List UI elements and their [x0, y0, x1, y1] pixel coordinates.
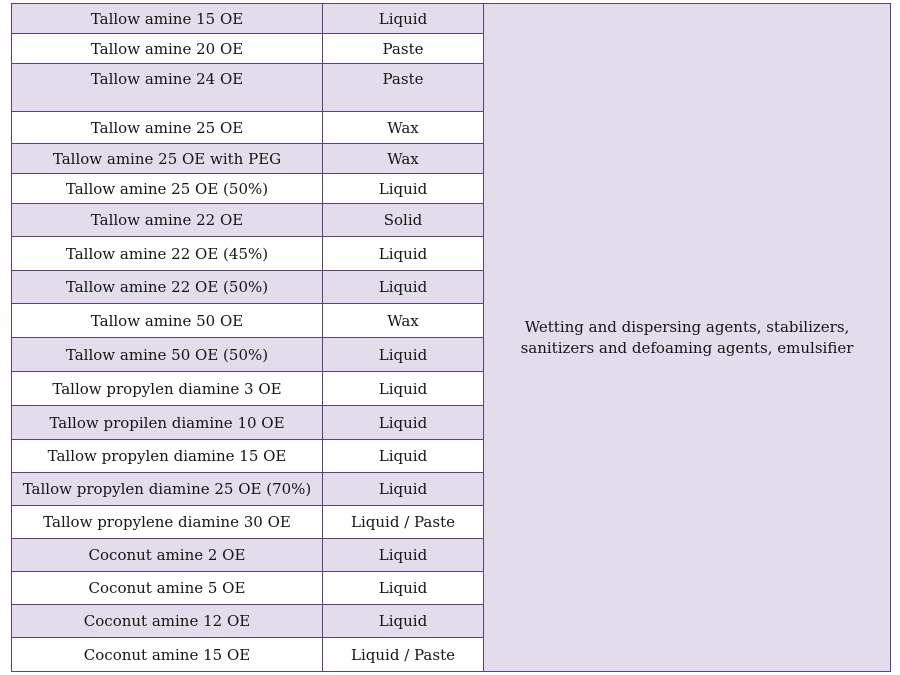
product-name-cell: Tallow amine 50 OE (50%)	[12, 338, 323, 372]
product-name-cell: Tallow amine 24 OE	[12, 64, 323, 112]
physical-form-cell: Liquid	[323, 338, 484, 372]
product-name-cell: Tallow propylen diamine 3 OE	[12, 372, 323, 406]
physical-form-cell: Liquid	[323, 473, 484, 506]
physical-form-cell: Liquid	[323, 406, 484, 440]
physical-form-cell: Liquid	[323, 174, 484, 204]
physical-form-cell: Paste	[323, 34, 484, 64]
physical-form-cell: Liquid	[323, 440, 484, 473]
physical-form-cell: Liquid / Paste	[323, 638, 484, 672]
physical-form-cell: Liquid	[323, 271, 484, 304]
physical-form-cell: Liquid	[323, 539, 484, 572]
physical-form-cell: Wax	[323, 304, 484, 338]
product-name-cell: Tallow amine 20 OE	[12, 34, 323, 64]
application-cell: Wetting and dispersing agents, stabilizers, sanitizers and defoaming agents, emulsifier	[484, 4, 891, 672]
product-table	[11, 3, 891, 672]
physical-form-cell: Wax	[323, 112, 484, 144]
product-name-cell: Tallow amine 15 OE	[12, 4, 323, 34]
product-name-cell: Tallow propylen diamine 25 OE (70%)	[12, 473, 323, 506]
product-name-cell: Tallow propylen diamine 15 OE	[12, 440, 323, 473]
product-name-cell: Coconut amine 12 OE	[12, 605, 323, 638]
physical-form-cell: Liquid	[323, 605, 484, 638]
product-name-cell: Tallow amine 50 OE	[12, 304, 323, 338]
physical-form-cell: Wax	[323, 144, 484, 174]
physical-form-cell: Liquid	[323, 4, 484, 34]
table-row	[12, 4, 891, 34]
product-name-cell: Tallow amine 25 OE	[12, 112, 323, 144]
product-name-cell: Coconut amine 2 OE	[12, 539, 323, 572]
product-name-cell: Coconut amine 5 OE	[12, 572, 323, 605]
product-name-cell: Tallow propylene diamine 30 OE	[12, 506, 323, 539]
physical-form-cell: Paste	[323, 64, 484, 112]
product-name-cell: Tallow amine 22 OE (50%)	[12, 271, 323, 304]
physical-form-cell: Liquid	[323, 572, 484, 605]
product-name-cell: Tallow amine 22 OE (45%)	[12, 237, 323, 271]
physical-form-cell: Liquid / Paste	[323, 506, 484, 539]
product-name-cell: Tallow amine 22 OE	[12, 204, 323, 237]
physical-form-cell: Liquid	[323, 237, 484, 271]
product-name-cell: Coconut amine 15 OE	[12, 638, 323, 672]
product-name-cell: Tallow amine 25 OE with PEG	[12, 144, 323, 174]
physical-form-cell: Solid	[323, 204, 484, 237]
product-name-cell: Tallow propilen diamine 10 OE	[12, 406, 323, 440]
physical-form-cell: Liquid	[323, 372, 484, 406]
product-name-cell: Tallow amine 25 OE (50%)	[12, 174, 323, 204]
